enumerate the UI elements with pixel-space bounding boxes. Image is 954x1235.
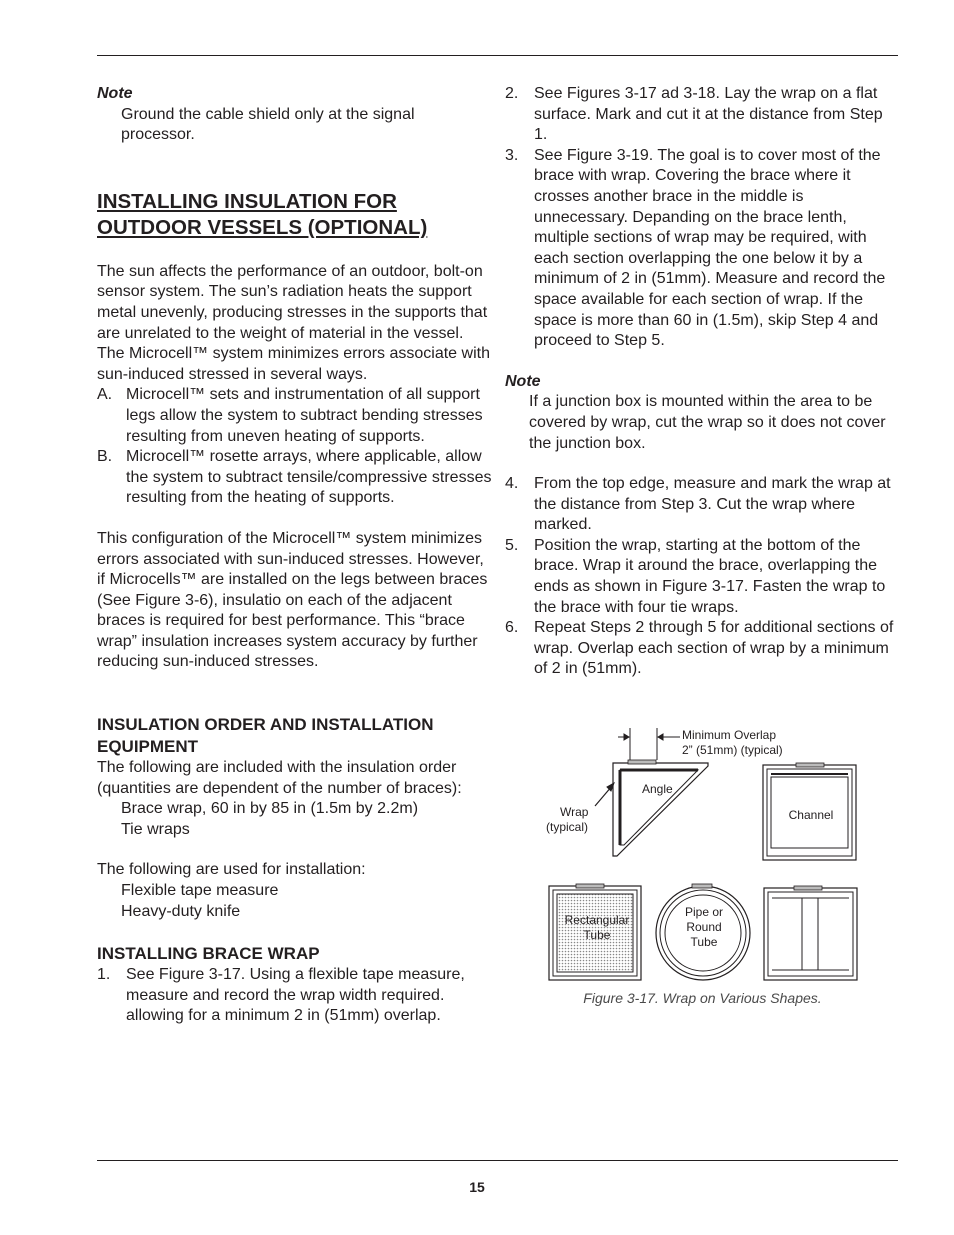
- order-heading: INSULATION ORDER AND INSTALLATION EQUIPMENT: [97, 715, 434, 757]
- rect-tube-label: Tube: [583, 928, 611, 942]
- footer-rule: [97, 1160, 898, 1161]
- step-item: [505, 474, 900, 536]
- lettered-item: [97, 385, 492, 447]
- page-number: 15: [469, 1179, 485, 1195]
- overlap-dimension: [618, 728, 680, 760]
- step-item: [505, 84, 900, 146]
- left-column: [97, 84, 492, 1027]
- lettered-item-text: Microcell™ rosette arrays, where applicable, allow the system to subtract tensile/compressive stresses resulting from the heating of supports.: [126, 448, 492, 507]
- intro-paragraph: The sun affects the performance of an outdoor, bolt-on sensor system. The sun’s radiation heats the support metal unevenly, producing stresses in the supports that are unrelated to the weight of material in the vessel. The Microcell™ system minimizes errors associate with sun-induced stressed in several ways.: [97, 262, 490, 383]
- header-rule: [97, 55, 898, 56]
- figure-caption: Figure 3-17. Wrap on Various Shapes.: [583, 990, 822, 1006]
- i-beam-shape: [764, 886, 857, 980]
- step-item-label: 3.: [505, 146, 519, 164]
- wrap-arrow: [595, 783, 614, 806]
- order-item: Tie wraps: [121, 820, 190, 838]
- step-item-text: Repeat Steps 2 through 5 for additional sections of wrap. Overlap each section of wrap by a minimum of 2 in (51mm).: [534, 619, 894, 678]
- brace-heading: INSTALLING BRACE WRAP: [97, 944, 320, 964]
- step-item-label: 6.: [505, 619, 519, 637]
- step-item: [505, 146, 900, 352]
- step-item-text: See Figure 3-19. The goal is to cover most of the brace with wrap. Covering the brace where it crosses another brace in the middle is unnecessary. Depanding on the brace lenth, multiple sections of wrap may be required, with each section overlapping the one below it by a minimum of 2 in (51mm). Measure and record the space available for each section of wrap. If the space is more than 60 in (1.5m), skip Step 4 and proceed to Step 5.: [534, 146, 886, 350]
- lettered-item-label: B.: [97, 448, 113, 466]
- section-title: INSTALLING INSULATION FOR OUTDOOR VESSELS (OPTIONAL): [97, 189, 428, 239]
- overlap-label: 2” (51mm) (typical): [682, 743, 783, 757]
- wrap-label: Wrap: [560, 805, 589, 819]
- rect-tube-label: Rectangular: [564, 913, 630, 927]
- note-text: Ground the cable shield only at the signal processor.: [121, 105, 415, 144]
- steps-list-a: [505, 84, 900, 352]
- lettered-item: [97, 447, 492, 509]
- right-column: [505, 84, 900, 680]
- order-paragraph: The following are included with the insulation order (quantities are dependent of the number of braces):: [97, 759, 462, 797]
- config-paragraph: This configuration of the Microcell™ system minimizes errors associated with sun-induced stresses. However, if Microcells™ are installed on the legs between braces (See Figure 3-6), insulatio on each of the adjacent braces is required for best performance. This “brace wrap” insulation increases system accuracy by further reducing sun-induced stresses.: [97, 529, 488, 671]
- step-text: See Figure 3-17. Using a flexible tape measure, measure and record the wrap width required. allowing for a minimum 2 in (51mm) overlap.: [126, 966, 465, 1025]
- step-number: 1.: [97, 966, 111, 984]
- step-item-label: 4.: [505, 475, 519, 493]
- note-heading: Note: [505, 372, 541, 390]
- step-item-label: 5.: [505, 536, 519, 554]
- install-item: Flexible tape measure: [121, 882, 279, 900]
- wrap-label: (typical): [546, 820, 589, 834]
- pipe-label: Tube: [690, 935, 718, 949]
- wrap-shapes-figure: [540, 722, 870, 987]
- install-item: Heavy-duty knife: [121, 902, 241, 920]
- note-text: If a junction box is mounted within the area to be covered by wrap, cut the wrap so it does not cover the junction box.: [529, 393, 886, 452]
- channel-label: Channel: [788, 808, 834, 822]
- steps-list-b: [505, 474, 900, 680]
- step-item: [505, 536, 900, 618]
- step-item-text: From the top edge, measure and mark the wrap at the distance from Step 3. Cut the wrap where marked.: [534, 475, 891, 534]
- step-item-text: See Figures 3-17 ad 3-18. Lay the wrap on a flat surface. Mark and cut it at the distance from Step 1.: [534, 85, 883, 144]
- step-item-label: 2.: [505, 85, 519, 102]
- step-item: [505, 618, 900, 680]
- order-item: Brace wrap, 60 in by 85 in (1.5m by 2.2m): [121, 800, 419, 818]
- lettered-list: [97, 385, 492, 509]
- step-item: [97, 965, 492, 1027]
- pipe-label: Round: [686, 920, 722, 934]
- note-heading: Note: [97, 85, 133, 102]
- lettered-item-label: A.: [97, 386, 113, 404]
- overlap-label: Minimum Overlap: [682, 728, 777, 742]
- angle-label: Angle: [642, 782, 673, 796]
- install-paragraph: The following are used for installation:: [97, 861, 366, 879]
- step-item-text: Position the wrap, starting at the bottom of the brace. Wrap it around the brace, overlapping the ends as shown in Figure 3-17. Fasten the wrap to the brace with four tie wraps.: [534, 536, 886, 616]
- angle-shape: [613, 760, 708, 856]
- pipe-label: Pipe or: [684, 905, 724, 919]
- lettered-item-text: Microcell™ sets and instrumentation of all support legs allow the system to subtract bending stresses resulting from uneven heating of supports.: [126, 386, 483, 445]
